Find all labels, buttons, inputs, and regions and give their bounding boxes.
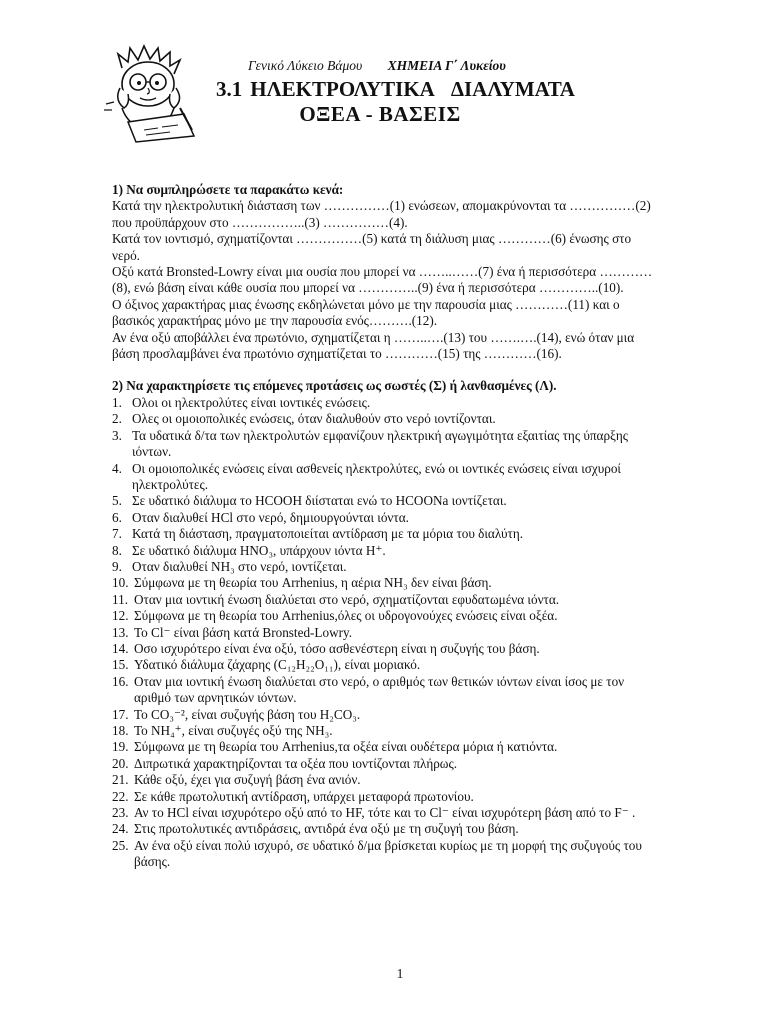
list-item <box>112 657 660 673</box>
item-number: 6. <box>112 509 122 525</box>
list-item <box>112 575 660 591</box>
list-item <box>112 510 660 526</box>
item-number: 14. <box>112 640 129 656</box>
item-number: 23. <box>112 805 129 821</box>
item-number: 17. <box>112 706 129 722</box>
item-number: 7. <box>112 526 122 542</box>
list-item <box>112 461 660 494</box>
list-item <box>112 723 660 739</box>
title-part-1: ΗΛΕΚΤΡΟΛΥΤΙΚΑ <box>250 77 435 101</box>
item-number: 13. <box>112 624 129 640</box>
item-text: Τα υδατικά δ/τα των ηλεκτρολυτών εμφανίζουν ηλεκτρική αγωγιμότητα εξαιτίας της ύπαρξης ιόντων. <box>132 427 629 460</box>
list-item <box>112 526 660 542</box>
item-number: 1. <box>112 394 122 410</box>
item-number: 16. <box>112 673 129 689</box>
item-text: Το Cl⁻ είναι βάση κατά Bronsted-Lowry. <box>134 624 353 640</box>
list-item <box>112 641 660 657</box>
item-text: Οταν διαλυθεί NH₃ στο νερό, ιοντίζεται. <box>132 558 347 574</box>
list-item <box>112 739 660 755</box>
exercise-content <box>112 182 660 871</box>
spacer <box>112 362 660 378</box>
list-item <box>112 559 660 575</box>
list-item <box>112 625 660 641</box>
fill-blank-paragraph: Αν ένα οξύ αποβάλλει ένα πρωτόνιο, σχηματίζεται η ……..….(13) του …….….(14), ενώ όταν μια βάση προσλαμβάνει ένα πρωτόνιο σχηματίζεται το …………(15) της …………(16). <box>112 329 635 362</box>
item-text: Στις πρωτολυτικές αντιδράσεις, αντιδρά ένα οξύ με τη συζυγή του βάση. <box>134 821 519 837</box>
item-text: Διπρωτικά χαρακτηρίζονται τα οξέα που ιοντίζονται πλήρως. <box>134 755 457 771</box>
page-number: 1 <box>396 966 404 981</box>
section-2-heading: 2) Να χαρακτηρίσετε τις επόμενες προτάσεις ως σωστές (Σ) ή λανθασμένες (Λ). <box>112 378 557 394</box>
item-text: Υδατικό διάλυμα ζάχαρης (C₁₂H₂₂O₁₁), είναι μοριακό. <box>134 657 421 673</box>
item-number: 21. <box>112 772 129 788</box>
header-line <box>248 58 506 74</box>
section-1-heading: 1) Να συμπληρώσετε τα παρακάτω κενά: <box>112 182 344 197</box>
list-item <box>112 772 660 788</box>
item-number: 20. <box>112 755 129 771</box>
item-text: Αν ένα οξύ είναι πολύ ισχυρό, σε υδατικό δ/μα βρίσκεται κυρίως με τη μορφή της συζυγούς του βάσης. <box>134 837 642 870</box>
true-false-list <box>112 395 660 871</box>
list-item <box>112 707 660 723</box>
fill-blank-paragraph: Κατά την ηλεκτρολυτική διάσταση των ……………(1) ενώσεων, απομακρύνονται τα ……………(2) που προϋπάρχουν στο ……………..(3) ……………(4). <box>112 198 651 230</box>
item-number: 15. <box>112 657 129 673</box>
item-number: 22. <box>112 788 129 804</box>
item-number: 8. <box>112 542 122 558</box>
item-number: 12. <box>112 608 129 624</box>
item-number: 3. <box>112 427 122 443</box>
item-number: 2. <box>112 411 122 427</box>
list-item <box>112 543 660 559</box>
fill-blank-paragraph: Ο όξινος χαρακτήρας μιας ένωσης εκδηλώνεται μόνο με την παρουσία μιας …………(11) και ο βασικός χαρακτήρας μόνο με την παρουσία ενός……….(12). <box>112 296 620 329</box>
list-item <box>112 608 660 624</box>
item-text: Ολοι οι ηλεκτρολύτες είναι ιοντικές ενώσεις. <box>132 394 371 410</box>
item-number: 24. <box>112 821 129 837</box>
list-item <box>112 395 660 411</box>
subject-name: ΧΗΜΕΙΑ Γ΄ Λυκείου <box>387 58 506 73</box>
thinking-student-cartoon-icon <box>100 44 202 144</box>
item-text: Το CO₃⁻², είναι συζυγής βάση του H₂CO₃. <box>134 706 361 722</box>
item-text: Οταν μια ιοντική ένωση διαλύεται στο νερό, ο αριθμός των θετικών ιόντων είναι ίσος με τον αριθμό των αρνητικών ιόντων. <box>134 673 625 706</box>
item-text: Κατά τη διάσταση, πραγματοποιείται αντίδραση με τα μόρια του διαλύτη. <box>132 526 524 542</box>
list-item <box>112 756 660 772</box>
item-number: 11. <box>112 591 128 607</box>
item-text: Σύμφωνα με τη θεωρία του Arrhenius,όλες οι υδρογονούχες ενώσεις είναι οξέα. <box>134 608 558 624</box>
item-number: 9. <box>112 558 122 574</box>
item-number: 4. <box>112 460 122 476</box>
list-item <box>112 493 660 509</box>
item-text: Οταν διαλυθεί HCl στο νερό, δημιουργούνται ιόντα. <box>132 509 409 525</box>
item-text: Αν το HCl είναι ισχυρότερο οξύ από το HF, τότε και το Cl⁻ είναι ισχυρότερη βάση από το F⁻ . <box>134 805 636 821</box>
item-text: Σύμφωνα με τη θεωρία του Arrhenius,τα οξέα είναι ουδέτερα μόρια ή κατιόντα. <box>134 739 558 755</box>
list-item <box>112 674 660 707</box>
item-text: Κάθε οξύ, έχει για συζυγή βάση ένα ανιόν. <box>134 772 361 788</box>
item-number: 25. <box>112 837 129 853</box>
chapter-title <box>216 77 575 102</box>
list-item <box>112 838 660 871</box>
item-number: 18. <box>112 723 129 738</box>
chapter-subtitle: ΟΞΕΑ - ΒΑΣΕΙΣ <box>299 102 461 126</box>
item-text: Οι ομοιοπολικές ενώσεις είναι ασθενείς ηλεκτρολύτες, ενώ οι ιοντικές ενώσεις είναι ισχυροί ηλεκτρολύτες. <box>132 460 621 492</box>
item-number: 19. <box>112 739 129 755</box>
fill-blank-paragraph: Οξύ κατά Bronsted-Lowry είναι μια ουσία που μπορεί να ……..……(7) ένα ή περισσότερα …………(8), ενώ βάση είναι κάθε ουσία που μπορεί να …………..(9) ένα ή περισσότερα …………..(10). <box>112 264 653 296</box>
item-text: Σε κάθε πρωτολυτική αντίδραση, υπάρχει μεταφορά πρωτονίου. <box>134 788 474 804</box>
item-text: Σε υδατικό διάλυμα HNO₃, υπάρχουν ιόντα H⁺. <box>132 542 386 558</box>
chapter-number: 3.1 <box>216 77 243 101</box>
item-text: Σε υδατικό διάλυμα το HCOOH διίσταται ενώ το HCOONa ιοντίζεται. <box>132 493 507 509</box>
list-item <box>112 411 660 427</box>
title-part-2: ΔΙΑΛΥΜΑΤΑ <box>450 77 575 101</box>
school-name: Γενικό Λύκειο Βάμου <box>248 58 363 73</box>
item-number: 10. <box>112 575 129 591</box>
item-text: Οταν μια ιοντική ένωση διαλύεται στο νερό, σχηματίζονται εφυδατωμένα ιόντα. <box>134 591 560 607</box>
item-text: Το NH₄⁺, είναι συζυγές οξύ της NH₃. <box>134 723 333 738</box>
item-text: Σύμφωνα με τη θεωρία του Arrhenius, η αέρια NH₃ δεν είναι βάση. <box>134 575 492 591</box>
list-item <box>112 805 660 821</box>
item-number: 5. <box>112 493 122 509</box>
list-item <box>112 789 660 805</box>
item-text: Ολες οι ομοιοπολικές ενώσεις, όταν διαλυθούν στο νερό ιοντίζονται. <box>132 411 496 427</box>
fill-blank-paragraph: Κατά τον ιοντισμό, σχηματίζονται ……………(5) κατά τη διάλυση μιας …………(6) ένωσης στο νερό. <box>112 231 632 263</box>
item-text: Οσο ισχυρότερο είναι ένα οξύ, τόσο ασθενέστερη είναι η συζυγής του βάση. <box>134 640 540 656</box>
list-item <box>112 592 660 608</box>
list-item <box>112 821 660 837</box>
list-item <box>112 428 660 461</box>
